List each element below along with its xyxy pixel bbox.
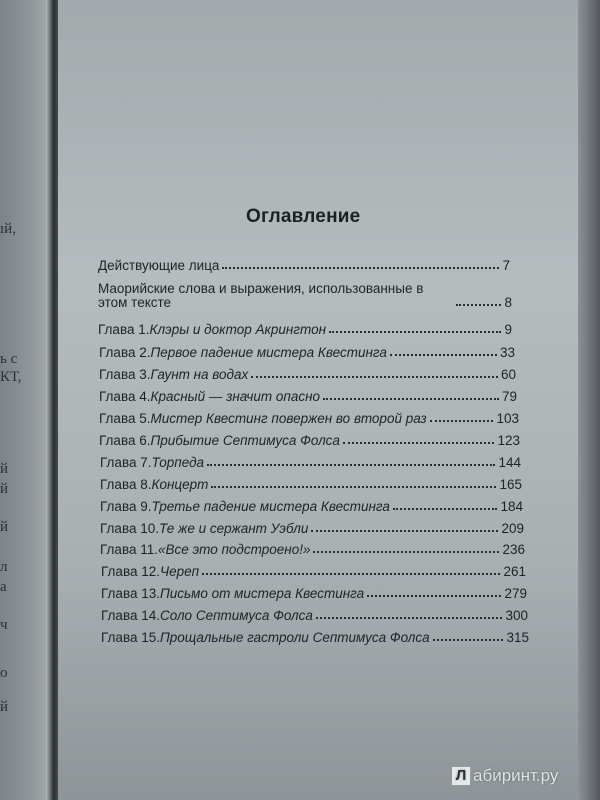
toc-entry-label: Глава 11. [100, 542, 158, 557]
toc-entry-title: Прощальные гастроли Септимуса Фолса [159, 630, 430, 645]
toc-entry-page: 144 [498, 455, 521, 470]
toc-leader-dots [311, 529, 498, 532]
toc-entry-label: Глава 2. [99, 345, 151, 360]
toc-entry-title: Концерт [151, 477, 209, 492]
toc-leader-dots [433, 638, 504, 641]
left-page-text-fragment: л [0, 559, 8, 575]
toc-entry-title: Первое падение мистера Квестинга [150, 345, 387, 360]
toc-entry-title: Мистер Квестинг повержен во второй раз [150, 411, 427, 426]
toc-entry-label: Глава 4. [99, 389, 151, 404]
toc-entry-label: Глава 3. [99, 367, 151, 382]
toc-entry-chapter-14 [101, 608, 528, 623]
toc-entry-page: 165 [499, 477, 522, 492]
toc-entry-chapter-7 [100, 455, 521, 470]
toc-entry-page: 60 [500, 367, 516, 382]
toc-entry-label: Маорийские слова и выражения, использованные в этом тексте [98, 281, 424, 310]
toc-entry-page: 184 [500, 499, 523, 514]
toc-entry-label: Глава 6. [99, 433, 151, 448]
toc-entry-chapter-15 [101, 630, 529, 645]
toc-entry-title: Клэры и доктор Акрингтон [149, 322, 327, 337]
left-page-text-fragment: й [0, 461, 9, 477]
toc-entry-label: Глава 15. [101, 630, 160, 645]
toc-leader-dots [316, 616, 503, 619]
toc-entry-label: Действующие лица [98, 258, 220, 273]
watermark-text: абиринт.ру [473, 766, 559, 785]
toc-entry-page: 300 [505, 608, 528, 623]
left-page-text-fragment: ч [0, 617, 8, 633]
toc-entry-title: Соло Септимуса Фолса [159, 608, 313, 623]
toc-entry-chapter-13 [101, 586, 527, 601]
toc-entry-title: Третье падение мистера Квестинга [151, 499, 390, 514]
toc-entry-chapter-9 [100, 499, 523, 514]
left-page-text-fragment: й [0, 519, 9, 535]
toc-entry-chapter-11 [100, 542, 525, 557]
toc-entry-chapter-12 [101, 564, 526, 579]
toc-entry-chapter-3 [99, 367, 516, 382]
toc-entry-title: Письмо от мистера Квестинга [159, 586, 365, 601]
toc-leader-dots [393, 507, 498, 510]
toc-leader-dots [343, 441, 495, 444]
toc-entry-page: 33 [499, 345, 515, 360]
left-page-text-fragment: КТ, [0, 369, 22, 385]
toc-leader-dots [329, 330, 501, 333]
toc-entry-page: 279 [504, 586, 527, 601]
toc-entry-page: 103 [496, 411, 519, 426]
toc-leader-dots [207, 463, 495, 466]
toc-entry-label: Глава 8. [100, 477, 152, 492]
labirint-logo-icon: Л [452, 767, 470, 785]
toc-entry-page: 236 [502, 542, 525, 557]
toc-entry-chapter-5 [99, 411, 519, 426]
toc-heading: Оглавление [246, 206, 361, 227]
toc-entry-page: 123 [497, 433, 520, 448]
toc-entry-title: Торпеда [151, 455, 205, 470]
toc-entry-title: Череп [159, 564, 200, 579]
toc-entry-chapter-10 [100, 521, 524, 536]
toc-entry-chapter-4 [99, 389, 517, 404]
toc-entry-label: Глава 10. [100, 521, 159, 536]
toc-entry-title: «Все это подстроено!» [157, 542, 311, 557]
toc-leader-dots [390, 353, 497, 356]
toc-entry-chapter-2 [99, 345, 515, 360]
left-page-text-fragment: й [0, 699, 9, 715]
toc-entry-chapter-8 [100, 477, 522, 492]
toc-entry-page: 9 [504, 322, 512, 337]
toc-leader-dots [367, 594, 501, 597]
labirint-watermark [452, 766, 558, 786]
toc-leader-dots [211, 485, 496, 488]
toc-leader-dots [456, 303, 501, 306]
toc-entry-label: Глава 9. [100, 499, 152, 514]
toc-entry-page: 8 [504, 295, 512, 310]
toc-entry-page: 209 [501, 521, 524, 536]
left-page-text-fragment: ıй, [0, 221, 16, 237]
toc-leader-dots [202, 572, 500, 575]
toc-entry-glossary [98, 282, 512, 310]
toc-entry-label: Глава 5. [99, 411, 151, 426]
toc-entry-label: Глава 14. [101, 608, 160, 623]
toc-entry-page: 261 [503, 564, 526, 579]
toc-entry-chapter-1 [98, 322, 512, 337]
toc-leader-dots [222, 266, 499, 269]
toc-entry-title: Гаунт на водах [150, 367, 249, 382]
toc-leader-dots [313, 550, 499, 553]
toc-entry-label: Глава 1. [98, 322, 150, 337]
toc-leader-dots [251, 375, 498, 378]
left-page-text-fragment: й [0, 481, 9, 497]
left-page-text-fragment: а [0, 579, 7, 595]
toc-entry-title: Прибытие Септимуса Фолса [150, 433, 340, 448]
toc-entry-page: 79 [501, 389, 517, 404]
left-page-text-fragment: о [0, 665, 8, 681]
toc-entry-title: Красный — значит опасно [150, 389, 321, 404]
toc-entry-page: 7 [502, 258, 510, 273]
toc-entry-label: Глава 13. [101, 586, 160, 601]
toc-entry-title: Те же и сержант Уэбли [158, 521, 309, 536]
left-page-text-fragment: ь с [0, 351, 18, 367]
toc-entry-label: Глава 12. [101, 564, 160, 579]
toc-entry-chapter-6 [99, 433, 520, 448]
toc-entry-page: 315 [506, 630, 529, 645]
toc-leader-dots [430, 419, 494, 422]
toc-entry-label: Глава 7. [100, 455, 152, 470]
toc-leader-dots [323, 397, 499, 400]
toc-entry-characters [98, 258, 510, 273]
